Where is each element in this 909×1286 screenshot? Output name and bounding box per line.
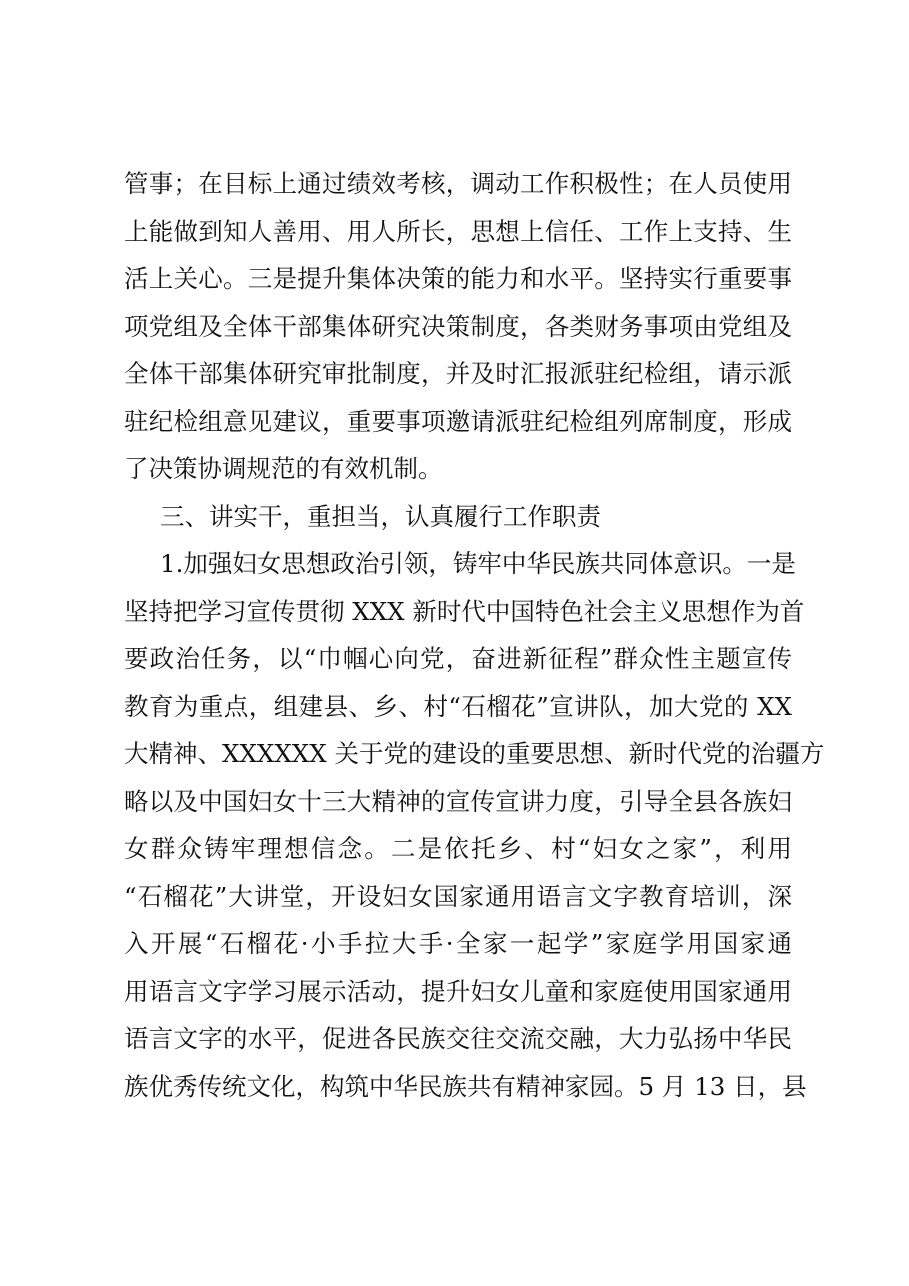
- text-line: 管事；在目标上通过绩效考核，调动工作积极性；在人员使用: [124, 169, 792, 198]
- text-line: 略以及中国妇女十三大精神的宣传宣讲力度，引导全县各族妇: [124, 786, 792, 816]
- paragraph-2: [124, 540, 825, 1110]
- text-line: 坚持把学习宣传贯彻 XXX 新时代中国特色社会主义思想作为首: [124, 596, 805, 626]
- text-line: 入开展“石榴花·小手拉大手·全家一起学”家庭学用国家通: [124, 929, 792, 958]
- text-line: 用语言文字学习展示活动，提升妇女儿童和家庭使用国家通用: [124, 976, 792, 1006]
- text-line: 女群众铸牢理想信念。二是依托乡、村“妇女之家”，利用: [124, 834, 792, 863]
- text-line: 语言文字的水平，促进各民族交往交流交融，大力弘扬中华民: [124, 1024, 792, 1053]
- paragraph-1: [124, 160, 792, 493]
- text-line: 大精神、XXXXXX 关于党的建设的重要思想、新时代党的治疆方: [124, 739, 825, 768]
- text-line: 族优秀传统文化，构筑中华民族共有精神家园。5 月 13 日，县: [124, 1071, 807, 1101]
- text-line: 要政治任务，以“巾帼心向党，奋进新征程”群众性主题宣传: [124, 644, 792, 673]
- text-line: 项党组及全体干部集体研究决策制度，各类财务事项由党组及: [124, 311, 792, 341]
- text-line: 了决策协调规范的有效机制。: [124, 454, 443, 483]
- section-heading: 三、讲实干，重担当，认真履行工作职责: [160, 501, 601, 531]
- text-line: 活上关心。三是提升集体决策的能力和水平。坚持实行重要事: [124, 264, 792, 293]
- text-line: 1.加强妇女思想政治引领，铸牢中华民族共同体意识。一是: [160, 549, 796, 578]
- text-line: “石榴花”大讲堂，开设妇女国家通用语言文字教育培训，深: [124, 881, 792, 911]
- text-line: 教育为重点，组建县、乡、村“石榴花”宣讲队，加大党的 XX: [124, 691, 792, 721]
- text-line: 上能做到知人善用、用人所长，思想上信任、工作上支持、生: [124, 216, 792, 246]
- text-line: 驻纪检组意见建议，重要事项邀请派驻纪检组列席制度，形成: [124, 406, 792, 436]
- document-body: [124, 160, 825, 1110]
- text-line: 全体干部集体研究审批制度，并及时汇报派驻纪检组，请示派: [124, 359, 792, 388]
